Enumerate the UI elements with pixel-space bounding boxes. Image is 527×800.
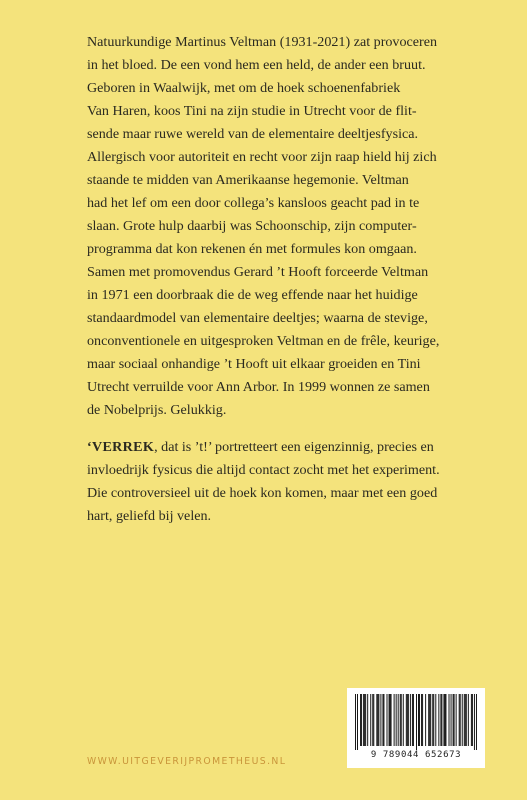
barcode-bar (378, 694, 379, 746)
barcode-bar (425, 694, 426, 746)
barcode-bar (476, 694, 477, 750)
blurb-line: de Nobelprijs. Gelukkig. (87, 402, 227, 418)
barcode-bar (367, 694, 368, 746)
blurb-line: Die controversieel uit de hoek kon komen, maar met een goed (87, 485, 438, 501)
barcode-bar (449, 694, 450, 746)
blurb-line: onconventionele en uitgesproken Veltman en de frêle, keurige, (87, 333, 440, 349)
barcode-bar (360, 694, 361, 746)
barcode-bar (462, 694, 463, 746)
barcode-bar (406, 694, 407, 746)
barcode-bar (472, 694, 473, 746)
blurb-line: in het bloed. De een vond hem een held, de ander een bruut. (87, 57, 426, 73)
blurb-line: Samen met promovendus Gerard ’t Hooft forceerde Veltman (87, 264, 429, 280)
blurb-line-text: portretteert een eigenzinnig, precies en (211, 439, 434, 455)
blurb-paragraph-2 (87, 436, 487, 528)
barcode-bar (373, 694, 374, 746)
barcode-bar (372, 694, 373, 746)
barcode-bar (377, 694, 378, 746)
barcode-bar (408, 694, 409, 746)
blurb-paragraph-1 (87, 31, 487, 422)
barcode-bar (398, 694, 399, 746)
barcode-bar (419, 694, 420, 746)
book-title-rest: , dat is ’t!’ (154, 439, 212, 455)
blurb-line: Natuurkundige Martinus Veltman (1931-2021) zat provoceren (87, 34, 438, 50)
blurb-line: standaardmodel van elementaire deeltjes; waarna de stevige, (87, 310, 428, 326)
blurb-line: maar sociaal onhandige ’t Hooft uit elkaar groeiden en Tini (87, 356, 421, 372)
barcode-bar (460, 694, 461, 746)
barcode-bar (454, 694, 455, 746)
barcode-bar (465, 694, 466, 746)
blurb-line (87, 436, 487, 459)
book-title-bold: ‘VERREK (87, 439, 155, 455)
barcode-bar (412, 694, 413, 746)
barcode-bar (376, 694, 377, 746)
barcode-bar (471, 694, 472, 746)
blurb-line: in 1971 een doorbraak die de weg effende naar het huidige (87, 287, 418, 303)
barcode-bar (429, 694, 430, 746)
barcode-bar (357, 694, 358, 750)
barcode-bar (370, 694, 371, 746)
barcode-bar (428, 694, 429, 746)
barcode-bar (445, 694, 446, 746)
barcode-bar (438, 694, 439, 746)
barcode-bar (396, 694, 397, 746)
publisher-website: WWW.UITGEVERIJPROMETHEUS.NL (87, 756, 287, 767)
barcode-bar (387, 694, 388, 746)
barcode-bar (364, 694, 365, 746)
barcode-bar (468, 694, 469, 746)
barcode-bar (413, 694, 414, 746)
barcode-bar (432, 694, 433, 746)
barcode-bar (361, 694, 362, 746)
barcode-bar (456, 694, 457, 746)
barcode-bar (474, 694, 475, 750)
barcode-bar (433, 694, 434, 746)
blurb-line: Geboren in Waalwijk, met om de hoek schoenenfabriek (87, 80, 401, 96)
barcode-bar (403, 694, 404, 746)
barcode-bar (464, 694, 465, 746)
blurb-line: hart, geliefd bij velen. (87, 508, 212, 524)
barcode-bar (440, 694, 441, 746)
barcode-bar (459, 694, 460, 746)
barcode-bar (382, 694, 383, 746)
barcode-bar (380, 694, 381, 746)
barcode-bar (390, 694, 391, 746)
barcode-bar (410, 694, 411, 746)
isbn-digits: 9 789044 652673 (370, 750, 462, 760)
blurb-line: staande te midden van Amerikaanse hegemonie. Veltman (87, 172, 409, 188)
blurb-line: Allergisch voor autoriteit en recht voor zijn raap hield hij zich (87, 149, 437, 165)
blurb-line: had het lef om een door collega’s kansloos geacht pad in te (87, 195, 420, 211)
barcode-bar (389, 694, 390, 746)
barcode-bar (416, 694, 417, 750)
blurb-line: slaan. Grote hulp daarbij was Schoonschip, zijn computer- (87, 218, 417, 234)
barcode-bar (421, 694, 422, 746)
barcode-bar (365, 694, 366, 746)
blurb-line: sende maar ruwe wereld van de elementaire deeltjesfysica. (87, 126, 419, 142)
barcode-bar (451, 694, 452, 746)
barcode-bar (394, 694, 395, 746)
barcode-bar (443, 694, 444, 746)
barcode-bar (400, 694, 401, 746)
blurb-line: Van Haren, koos Tini na zijn studie in Utrecht voor de flit- (87, 103, 417, 119)
barcode-bar (430, 694, 431, 746)
barcode-bar (355, 694, 356, 750)
barcode-bar (407, 694, 408, 746)
barcode-bar (391, 694, 392, 746)
barcode-bar (401, 694, 402, 746)
barcode-bar (466, 694, 467, 746)
blurb-line: invloedrijk fysicus die altijd contact zocht met het experiment. (87, 462, 440, 478)
blurb-line: programma dat kon rekenen én met formules kon omgaan. (87, 241, 417, 257)
barcode-bar (422, 694, 423, 746)
barcode-bar (441, 694, 442, 746)
barcode-bar (453, 694, 454, 746)
barcode-bar (363, 694, 364, 746)
barcode-bar (418, 694, 419, 746)
barcode-bar (435, 694, 436, 746)
blurb-line: Utrecht verruilde voor Ann Arbor. In 1999 wonnen ze samen (87, 379, 430, 395)
barcode-bars (355, 694, 477, 750)
barcode-bar (383, 694, 384, 746)
isbn-barcode (347, 688, 485, 768)
barcode-bar (444, 694, 445, 746)
